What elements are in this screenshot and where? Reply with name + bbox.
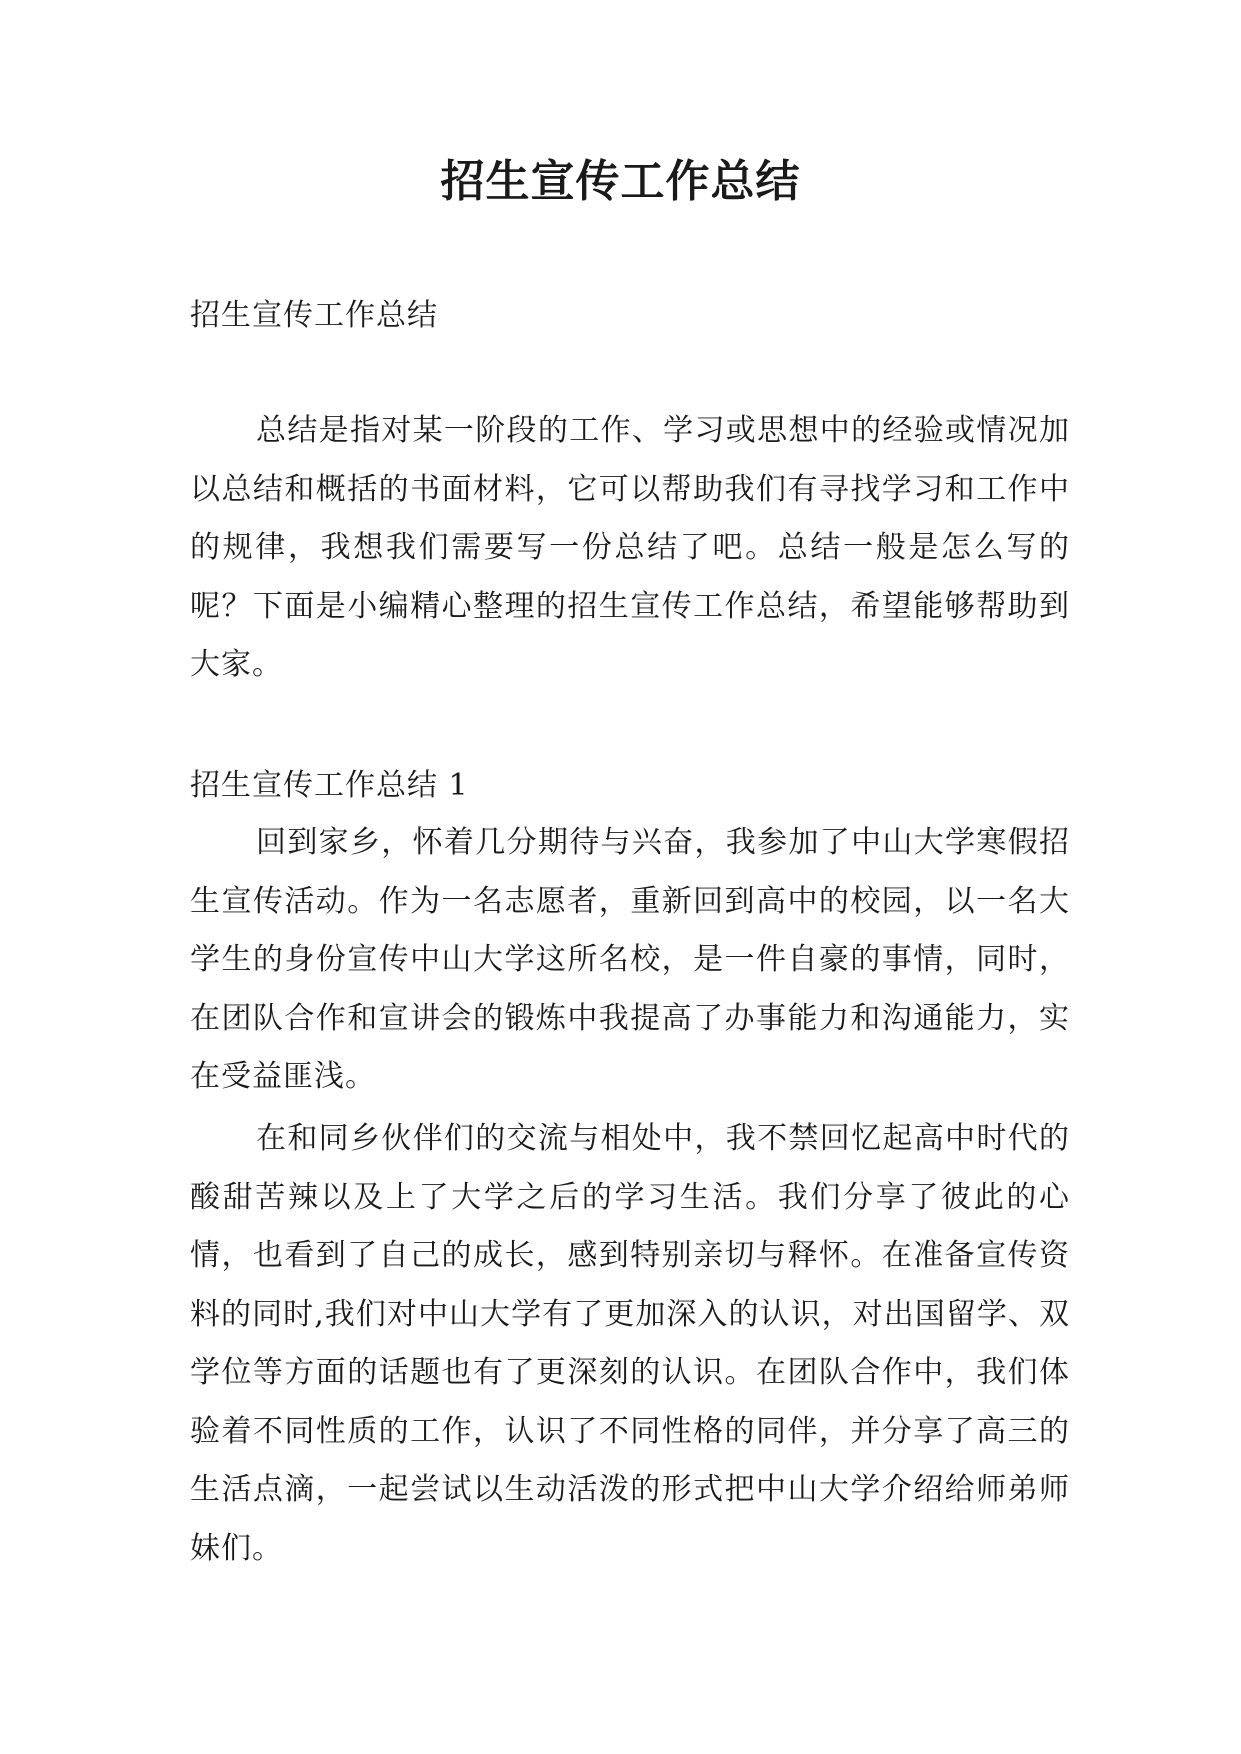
section-heading: 招生宣传工作总结 1 <box>190 768 469 803</box>
document-title: 招生宣传工作总结 <box>440 156 801 207</box>
body-paragraph: 在和同乡伙伴们的交流与相处中，我不禁回忆起高中时代的酸甜苦辣以及上了大学之后的学习生活。我们分享了彼此的心情，也看到了自己的成长，感到特别亲切与释怀。在准备宣传资料的同时,我们对中山大学有了更加深入的认识，对出国留学、双学位等方面的话题也有了更深刻的认识。在团队合作中，我们体验着不同性质的工作，认识了不同性格的同伴，并分享了高三的生活点滴，一起尝试以生动活泼的形式把中山大学介绍给师弟师妹们。 <box>190 1121 1070 1566</box>
document-subtitle: 招生宣传工作总结 <box>190 298 438 333</box>
intro-paragraph: 总结是指对某一阶段的工作、学习或思想中的经验或情况加以总结和概括的书面材料，它可以帮助我们有寻找学习和工作中的规律，我想我们需要写一份总结了吧。总结一般是怎么写的呢？下面是小编精心整理的招生宣传工作总结，希望能够帮助到大家。 <box>190 413 1070 682</box>
body-paragraph: 回到家乡，怀着几分期待与兴奋，我参加了中山大学寒假招生宣传活动。作为一名志愿者，重新回到高中的校园，以一名大学生的身份宣传中山大学这所名校，是一件自豪的事情，同时，在团队合作和宣讲会的锻炼中我提高了办事能力和沟通能力，实在受益匪浅。 <box>190 825 1070 1094</box>
